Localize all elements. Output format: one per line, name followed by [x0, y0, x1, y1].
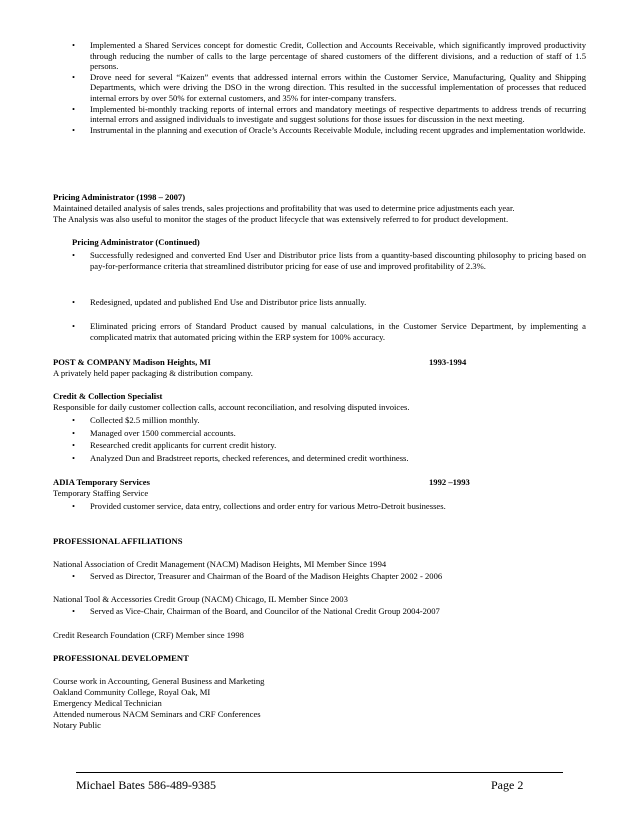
pricing-bullets — [72, 250, 586, 271]
list-item: • Implemented a Shared Services concept for domestic Credit, Collection and Accounts Receivable, which significantly improved productivity through reducing the number of calls to the large percentage of shared customers of the different divisions, and a reduction of staff of 1.5 persons. — [72, 40, 586, 72]
development-item: Attended numerous NACM Seminars and CRF Conferences — [53, 709, 261, 719]
bullet-icon: • — [72, 103, 76, 114]
adia-company-name: ADIA Temporary Services — [53, 477, 150, 487]
pricing-desc-1: Maintained detailed analysis of sales trends, sales projections and profitability that was used to determine price adjustments each year. — [53, 203, 515, 213]
pricing-bullets — [72, 297, 586, 308]
bullet-icon: • — [72, 452, 76, 463]
bullet-icon: • — [72, 501, 76, 511]
adia-desc: Temporary Staffing Service — [53, 488, 149, 498]
affiliation-ntacg-bullets — [72, 606, 586, 617]
pricing-title: Pricing Administrator (1998 – 2007) — [53, 192, 186, 202]
post-bullets — [72, 415, 586, 463]
bullet-icon: • — [72, 571, 76, 581]
list-item: • Drove need for several “Kaizen” events that addressed internal errors within the Customer Service, Manufacturing, Quality and Shipping Departments, which were driving the DSO in the wrong direction. This resulted in the successful implementation of processes that reduced internal errors by over 50% for external customers, and 35% for inter-company transfers. — [72, 71, 586, 103]
affiliation-ntacg: National Tool & Accessories Credit Group (NACM) Chicago, IL Member Since 2003 — [53, 594, 348, 604]
top-achievements-list — [72, 40, 586, 135]
development-item: Notary Public — [53, 720, 101, 730]
list-item: • Served as Vice-Chair, Chairman of the Board, and Councilor of the National Credit Group 2004-2007 — [72, 606, 440, 616]
footer-page-number: Page 2 — [491, 778, 524, 792]
list-item: • Served as Director, Treasurer and Chairman of the Board of the Madison Heights Chapter 2002 - 2006 — [72, 571, 443, 581]
list-item: • Managed over 1500 commercial accounts. — [72, 427, 236, 438]
bullet-icon: • — [72, 40, 76, 50]
pricing-bullets — [72, 321, 586, 342]
list-item: • Researched credit applicants for current credit history. — [72, 440, 277, 451]
post-company-name: POST & COMPANY Madison Heights, MI — [53, 357, 211, 367]
footer-contact: Michael Bates 586-489-9385 — [76, 778, 216, 792]
affiliations-heading: PROFESSIONAL AFFILIATIONS — [53, 536, 183, 546]
post-role-desc: Responsible for daily customer collection calls, account reconciliation, and resolving disputed invoices. — [53, 402, 410, 412]
development-item: Oakland Community College, Royal Oak, MI — [53, 687, 211, 697]
development-item: Emergency Medical Technician — [53, 698, 162, 708]
post-role-title: Credit & Collection Specialist — [53, 391, 163, 401]
footer-divider — [76, 772, 563, 773]
bullet-icon: • — [72, 297, 76, 307]
list-item: • Analyzed Dun and Bradstreet reports, checked references, and determined credit worthiness. — [72, 452, 409, 463]
affiliation-crf: Credit Research Foundation (CRF) Member since 1998 — [53, 630, 244, 640]
affiliation-nacm: National Association of Credit Management (NACM) Madison Heights, MI Member Since 1994 — [53, 559, 387, 569]
bullet-icon: • — [72, 415, 76, 425]
post-company-desc: A privately held paper packaging & distribution company. — [53, 368, 253, 378]
list-item: • Eliminated pricing errors of Standard Product caused by manual calculations, in the Customer Service Department, by implementing a complicated matrix that automated pricing within the ERP system for 100% accuracy. — [72, 321, 586, 342]
list-item: • Redesigned, updated and published End Use and Distributor price lists annually. — [72, 297, 367, 307]
development-item: Course work in Accounting, General Business and Marketing — [53, 676, 265, 686]
list-item: • Collected $2.5 million monthly. — [72, 415, 200, 425]
development-heading: PROFESSIONAL DEVELOPMENT — [53, 653, 189, 663]
bullet-icon: • — [72, 606, 76, 616]
list-item: • Implemented bi-monthly tracking reports of internal errors and mandatory meetings of respective departments to address trends of recurring internal errors and assigned individuals to investigate and suggest solutions for those issues for discussion in the next meeting. — [72, 103, 586, 125]
bullet-icon: • — [72, 440, 76, 451]
bullet-icon: • — [72, 71, 76, 82]
bullet-icon: • — [72, 321, 76, 331]
list-item: • Instrumental in the planning and execution of Oracle’s Accounts Receivable Module, including recent upgrades and implementation worldwide. — [72, 124, 586, 135]
post-company-dates: 1993-1994 — [429, 357, 467, 367]
bullet-icon: • — [72, 427, 76, 438]
bullet-icon: • — [72, 124, 76, 135]
pricing-desc-2: The Analysis was also useful to monitor the stages of the product lifecycle that was extensively referred to for product development. — [53, 214, 509, 224]
adia-dates: 1992 –1993 — [429, 477, 470, 487]
list-item: • Successfully redesigned and converted End User and Distributor price lists from a quantity-based discounting philosophy to pricing based on pay-for-performance criteria that streamlined distributor pricing for ease of use and improved profitability of 2.3%. — [72, 250, 586, 271]
pricing-continued-title: Pricing Administrator (Continued) — [72, 237, 200, 247]
affiliation-nacm-bullets — [72, 571, 586, 582]
list-item: • Provided customer service, data entry, collections and order entry for various Metro-Detroit businesses. — [72, 501, 446, 511]
bullet-icon: • — [72, 250, 76, 260]
adia-bullets — [72, 501, 586, 512]
